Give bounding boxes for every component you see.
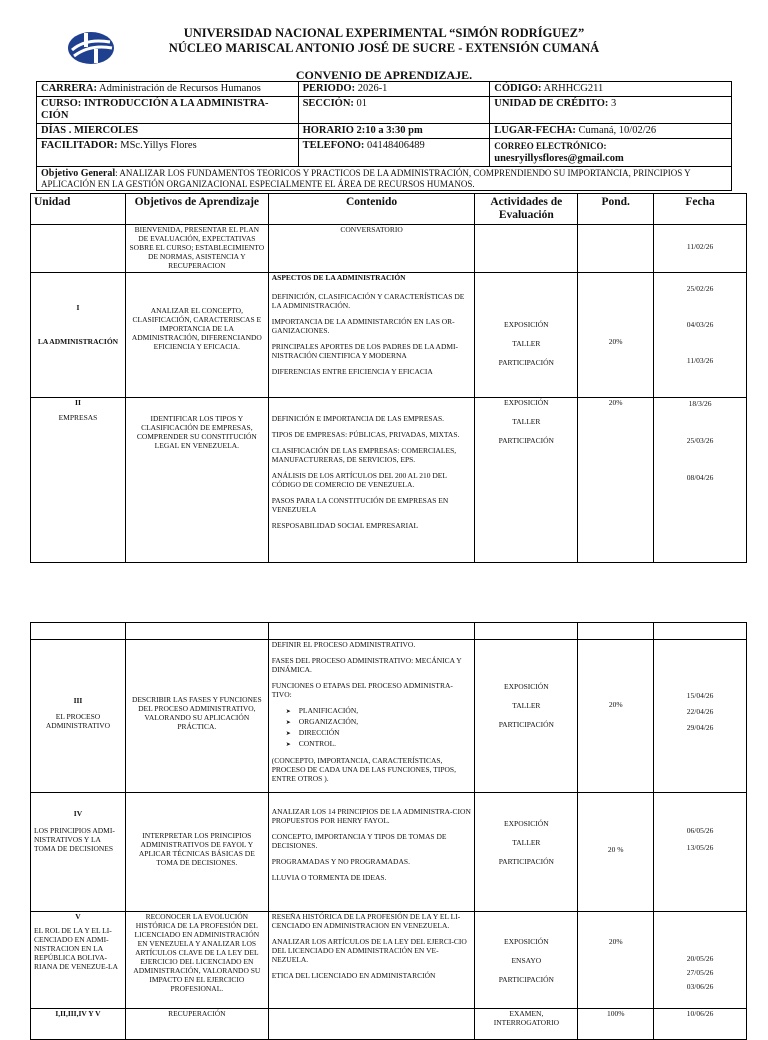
actividad-item: PARTICIPACIÓN bbox=[498, 358, 554, 367]
periodo-value: 2026-1 bbox=[357, 83, 388, 94]
fecha-cell bbox=[654, 398, 747, 563]
unidad-cell bbox=[31, 225, 126, 273]
actividades-cell bbox=[475, 793, 578, 912]
fecha-item: 15/04/26 bbox=[686, 691, 714, 700]
fecha-item: 11/03/26 bbox=[686, 356, 714, 365]
actividades-cell bbox=[475, 912, 578, 1009]
actividad-item: EXPOSICIÓN bbox=[504, 819, 549, 828]
objetivo-cell bbox=[125, 1009, 268, 1040]
fecha-cell bbox=[654, 1009, 747, 1040]
fecha-item: 22/04/26 bbox=[686, 707, 714, 716]
actividad-item: EXAMEN, INTERROGATORIO bbox=[493, 1009, 559, 1027]
program-table-part1 bbox=[30, 193, 747, 563]
contenido-cell bbox=[268, 398, 475, 563]
objetivo-text: RECONOCER LA EVOLUCIÓN HISTÓRICA DE LA PROFESIÓN DEL LICENCIADO EN ADMINISTRACIÓN EN VENEZUELA Y ANALIZAR LOS ARTÍCULOS CLAVE DE LA LEY DEL EJERCICIO DEL LICENCIADO EN ADMINISTRACIÓN, VALORANDO SU IMPACTO EN EL EJERCICIO PROFESIONAL. bbox=[133, 912, 261, 993]
credito-value: 3 bbox=[611, 98, 617, 109]
unidad-name: EL ROL DE LA Y EL LI-CENCIADO EN ADMI-NISTRACION EN LA REPÚBLICA BOLIVA-RIANA DE VENEZUE-LA bbox=[34, 926, 119, 971]
fecha-item: 03/06/26 bbox=[686, 982, 714, 991]
contenido-cell bbox=[268, 273, 475, 398]
actividad-item: TALLER bbox=[512, 339, 541, 348]
actividad-item: EXPOSICIÓN bbox=[504, 320, 549, 329]
unidad-cell bbox=[31, 1009, 126, 1040]
fecha-item: 18/3/26 bbox=[688, 399, 712, 408]
contenido-item: CONVERSATORIO bbox=[340, 225, 403, 234]
lugar-label: LUGAR-FECHA: bbox=[494, 125, 576, 136]
actividad-item: PARTICIPACIÓN bbox=[498, 436, 554, 445]
objetivo-cell bbox=[125, 225, 268, 273]
empty-cell bbox=[654, 623, 747, 640]
fecha-cell bbox=[654, 640, 747, 793]
pond-cell: 20% bbox=[578, 640, 654, 793]
contenido-item: CLASIFICACIÓN DE LAS EMPRESAS: COMERCIALES, MANUFACTURERAS, DE SERVICIOS, EPS. bbox=[271, 446, 457, 464]
objetivo-text: DESCRIBIR LAS FASES Y FUNCIONES DEL PROCESO ADMINISTRATIVO, VALORANDO SU APLICACIÓN PRÁCTICA. bbox=[131, 695, 262, 731]
fecha-item: 25/02/26 bbox=[686, 284, 714, 293]
contenido-cell bbox=[268, 640, 475, 793]
unidad-cell bbox=[31, 793, 126, 912]
contenido-item: CONCEPTO, IMPORTANCIA Y TIPOS DE TOMAS DE DECISIONES. bbox=[271, 832, 447, 850]
objetivo-text: IDENTIFICAR LOS TIPOS Y CLASIFICACIÓN DE EMPRESAS, COMPRENDER SU CONSTITUCIÓN LEGAL EN VENEZUELA. bbox=[136, 414, 257, 450]
fecha-item: 13/05/26 bbox=[686, 843, 714, 852]
unidad-cell bbox=[31, 640, 126, 793]
facilitador-label: FACILITADOR: bbox=[41, 140, 118, 151]
actividades-cell bbox=[475, 640, 578, 793]
contenido-item: ASPECTOS DE LA ADMINISTRACIÓN bbox=[271, 273, 406, 282]
fecha-item: 25/03/26 bbox=[686, 436, 714, 445]
col-header-objetivos: Objetivos de Aprendizaje bbox=[125, 194, 268, 225]
actividad-item: PARTICIPACIÓN bbox=[498, 720, 554, 729]
contenido-item: PASOS PARA LA CONSTITUCIÓN DE EMPRESAS EN VENEZUELA bbox=[271, 496, 449, 514]
actividades-cell bbox=[475, 225, 578, 273]
contenido-item: PRINCIPALES APORTES DE LOS PADRES DE LA ADMI-NISTRACIÓN CIENTIFICA Y MODERNA bbox=[271, 342, 459, 360]
dias-label: DÍAS . bbox=[41, 125, 72, 136]
telefono-label: TELEFONO: bbox=[302, 140, 365, 151]
actividades-cell bbox=[475, 273, 578, 398]
actividad-item: PARTICIPACIÓN bbox=[498, 975, 554, 984]
fecha-item: 06/05/26 bbox=[686, 826, 714, 835]
contenido-item: IMPORTANCIA DE LA ADMINISTARCIÓN EN LAS OR-GANIZACIONES. bbox=[271, 317, 455, 335]
table-row bbox=[31, 1009, 747, 1040]
contenido-item: RESEÑA HISTÓRICA DE LA PROFESIÓN DE LA Y EL LI-CENCIADO EN ADMINISTRACION EN VENEZUELA. bbox=[271, 912, 461, 930]
contenido-item: ANALIZAR LOS ARTÍCULOS DE LA LEY DEL EJERCI-CIO DEL LICENCIADO EN ADMINISTRACIÓN EN VE-NEZUELA. bbox=[271, 937, 467, 964]
contenido-item: ANALIZAR LOS 14 PRINCIPIOS DE LA ADMINISTRA-CION PROPUESTOS POR HENRY FAYOL. bbox=[271, 807, 471, 825]
contenido-item: FUNCIONES O ETAPAS DEL PROCESO ADMINISTRA-TIVO: bbox=[271, 681, 453, 699]
pond-cell bbox=[578, 225, 654, 273]
col-header-pond: Pond. bbox=[578, 194, 654, 225]
unidad-number: IV bbox=[73, 809, 83, 818]
contenido-item: ETICA DEL LICENCIADO EN ADMINISTARCIÓN bbox=[271, 971, 436, 980]
actividad-item: EXPOSICIÓN bbox=[504, 937, 549, 946]
objetivo-cell bbox=[125, 398, 268, 563]
periodo-label: PERIODO: bbox=[302, 83, 356, 94]
pond-cell: 20% bbox=[578, 912, 654, 1009]
table-row bbox=[31, 225, 747, 273]
unidad-number: II bbox=[75, 398, 81, 407]
contenido-item: DEFINIR EL PROCESO ADMINISTRATIVO. bbox=[271, 640, 416, 649]
university-name: UNIVERSIDAD NACIONAL EXPERIMENTAL “SIMÓN RODRÍGUEZ” bbox=[183, 26, 585, 40]
actividad-item: EXPOSICIÓN bbox=[504, 398, 549, 407]
horario-label: HORARIO 2:10 a 3:30 pm bbox=[302, 125, 423, 136]
objetivo-text: INTERPRETAR LOS PRINCIPIOS ADMINISTRATIVOS DE FAYOL Y APLICAR TÉCNICAS BÁSICAS DE TOMA DE DECISIONES. bbox=[138, 831, 255, 867]
course-info-table bbox=[36, 81, 732, 191]
funcion-item: ➤ ORGANIZACIÓN, bbox=[286, 717, 472, 728]
empty-cell bbox=[475, 623, 578, 640]
contenido-item: DEFINICIÓN E IMPORTANCIA DE LAS EMPRESAS. bbox=[271, 414, 445, 423]
fecha-item: 29/04/26 bbox=[686, 723, 714, 732]
empty-cell bbox=[125, 623, 268, 640]
contenido-item: DEFINICIÓN, CLASIFICACIÓN Y CARACTERÍSTICAS DE LA ADMINISTRACIÓN. bbox=[271, 292, 465, 310]
unidad-name: LA ADMINISTRACIÓN bbox=[37, 337, 119, 346]
funcion-item: ➤ DIRECCIÓN bbox=[286, 728, 472, 739]
actividades-cell bbox=[475, 398, 578, 563]
contenido-item: LLUVIA O TORMENTA DE IDEAS. bbox=[271, 873, 387, 882]
fecha-cell bbox=[654, 793, 747, 912]
contenido-item: ANÁLISIS DE LOS ARTÍCULOS DEL 200 AL 210 DEL CÓDIGO DE COMERCIO DE VENEZUELA. bbox=[271, 471, 447, 489]
objetivo-value: : ANALIZAR LOS FUNDAMENTOS TEORICOS Y PRACTICOS DE LA ADMINISTRACIÓN, COMPRENDIENDO SU IMPORTANCIA, PRINCIPIOS Y APLICACIÓN EN LA GESTIÓN ORGANIZACIONAL ESPECIALMENTE EL ÁREA DE RECURSOS HUMANOS. bbox=[41, 168, 691, 189]
fecha-item: 27/05/26 bbox=[686, 968, 714, 977]
funcion-item: ➤ CONTROL. bbox=[286, 739, 472, 750]
objetivo-text: ANALIZAR EL CONCEPTO, CLASIFICACIÓN, CARACTERISCAS E IMPORTANCIA DE LA ADMINISTRACIÓN, DIFERENCIANDO EFICIENCIA Y EFICACIA. bbox=[131, 306, 262, 351]
fecha-item: 04/03/26 bbox=[686, 320, 714, 329]
seccion-label: SECCIÓN: bbox=[302, 98, 354, 109]
col-header-contenido: Contenido bbox=[268, 194, 475, 225]
unidad-name: EMPRESAS bbox=[58, 413, 98, 422]
fecha-cell bbox=[654, 912, 747, 1009]
correo-value: unesryillysflores@gmail.com bbox=[494, 153, 624, 164]
contenido-cell bbox=[268, 793, 475, 912]
actividad-item: TALLER bbox=[512, 701, 541, 710]
objetivo-cell bbox=[125, 640, 268, 793]
unidad-number: I,II,III,IV Y V bbox=[55, 1009, 101, 1018]
actividades-cell bbox=[475, 1009, 578, 1040]
col-header-unidad: Unidad bbox=[31, 194, 126, 225]
col-header-fecha: Fecha bbox=[654, 194, 747, 225]
credito-label: UNIDAD DE CRÉDITO: bbox=[494, 98, 609, 109]
correo-label: CORREO ELECTRÓNICO: bbox=[494, 141, 607, 151]
unidad-cell bbox=[31, 912, 126, 1009]
facilitador-value: MSc.Yillys Flores bbox=[120, 140, 197, 151]
table-row bbox=[31, 793, 747, 912]
contenido-cell bbox=[268, 912, 475, 1009]
actividad-item: PARTICIPACIÓN bbox=[498, 857, 554, 866]
program-table-part2 bbox=[30, 622, 747, 1040]
contenido-cell bbox=[268, 225, 475, 273]
table-row bbox=[31, 273, 747, 398]
actividad-item: TALLER bbox=[512, 417, 541, 426]
fecha-item: 10/06/26 bbox=[686, 1009, 714, 1018]
pond-cell: 100% bbox=[578, 1009, 654, 1040]
unidad-name: LOS PRINCIPIOS ADMI-NISTRATIVOS Y LA TOMA DE DECISIONES bbox=[34, 826, 115, 853]
nucleo-name: NÚCLEO MARISCAL ANTONIO JOSÉ DE SUCRE - EXTENSIÓN CUMANÁ bbox=[168, 41, 600, 55]
contenido-item: DIFERENCIAS ENTRE EFICIENCIA Y EFICACIA bbox=[271, 367, 433, 376]
contenido-item: TIPOS DE EMPRESAS: PÚBLICAS, PRIVADAS, MIXTAS. bbox=[271, 430, 460, 439]
dias-value: MIERCOLES bbox=[73, 125, 139, 136]
funcion-item: ➤ PLANIFICACIÓN, bbox=[286, 706, 472, 717]
carrera-value: Administración de Recursos Humanos bbox=[99, 83, 261, 94]
objetivo-cell bbox=[125, 912, 268, 1009]
telefono-value: 04148406489 bbox=[367, 140, 425, 151]
contenido-item: (CONCEPTO, IMPORTANCIA, CARACTERÍSTICAS, PROCESO DE CADA UNA DE LAS FUNCIONES, TIPOS, ENTRE OTROS ). bbox=[271, 756, 456, 783]
curso-label: CURSO: bbox=[41, 98, 82, 109]
codigo-label: CÓDIGO: bbox=[494, 83, 542, 94]
objetivo-cell bbox=[125, 273, 268, 398]
objetivo-text: BIENVENIDA, PRESENTAR EL PLAN DE EVALUACIÓN, EXPECTATIVAS SOBRE EL CURSO; ESTABLECIMIENTO DE NORMAS, ASISTENCIA Y RECUPERACION bbox=[129, 225, 265, 270]
contenido-cell bbox=[268, 1009, 475, 1040]
contenido-item: FASES DEL PROCESO ADMINISTRATIVO: MECÁNICA Y DINÁMICA. bbox=[271, 656, 462, 674]
table-row bbox=[31, 398, 747, 563]
empty-cell bbox=[31, 623, 126, 640]
fecha-cell bbox=[654, 225, 747, 273]
unidad-number: V bbox=[75, 912, 81, 921]
curso-value: INTRODUCCIÓN A LA ADMINISTRA-CIÓN bbox=[41, 98, 269, 121]
actividad-item: EXPOSICIÓN bbox=[504, 682, 549, 691]
empty-cell bbox=[578, 623, 654, 640]
actividad-item: TALLER bbox=[512, 838, 541, 847]
actividad-item: ENSAYO bbox=[511, 956, 542, 965]
document-title: CONVENIO DE APRENDIZAJE. bbox=[295, 68, 473, 82]
objetivo-cell bbox=[125, 793, 268, 912]
unidad-name: EL PROCESO ADMINISTRATIVO bbox=[45, 712, 111, 730]
table-row bbox=[31, 912, 747, 1009]
fecha-cell bbox=[654, 273, 747, 398]
contenido-item: PROGRAMADAS Y NO PROGRAMADAS. bbox=[271, 857, 410, 866]
fecha-item: 20/05/26 bbox=[686, 954, 714, 963]
unidad-number: III bbox=[73, 696, 83, 705]
carrera-label: CARRERA: bbox=[41, 83, 97, 94]
contenido-item: RESPOSABILIDAD SOCIAL EMPRESARIAL bbox=[271, 521, 419, 530]
lugar-value: Cumaná, 10/02/26 bbox=[578, 125, 657, 136]
fecha-item: 08/04/26 bbox=[686, 473, 714, 482]
unidad-number: I bbox=[76, 303, 80, 312]
seccion-value: 01 bbox=[356, 98, 368, 109]
unidad-cell bbox=[31, 273, 126, 398]
funciones-list bbox=[286, 706, 472, 750]
codigo-value: ARHHCG211 bbox=[543, 83, 604, 94]
objetivo-label: Objetivo General bbox=[41, 168, 116, 179]
col-header-actividades: Actividades de Evaluación bbox=[475, 194, 578, 225]
objetivo-text: RECUPERACIÓN bbox=[168, 1009, 226, 1018]
pond-cell: 20 % bbox=[578, 793, 654, 912]
pond-cell: 20% bbox=[578, 398, 654, 563]
table-row bbox=[31, 640, 747, 793]
unidad-cell bbox=[31, 398, 126, 563]
pond-cell: 20% bbox=[578, 273, 654, 398]
fecha-item: 11/02/26 bbox=[686, 242, 714, 251]
empty-cell bbox=[268, 623, 475, 640]
